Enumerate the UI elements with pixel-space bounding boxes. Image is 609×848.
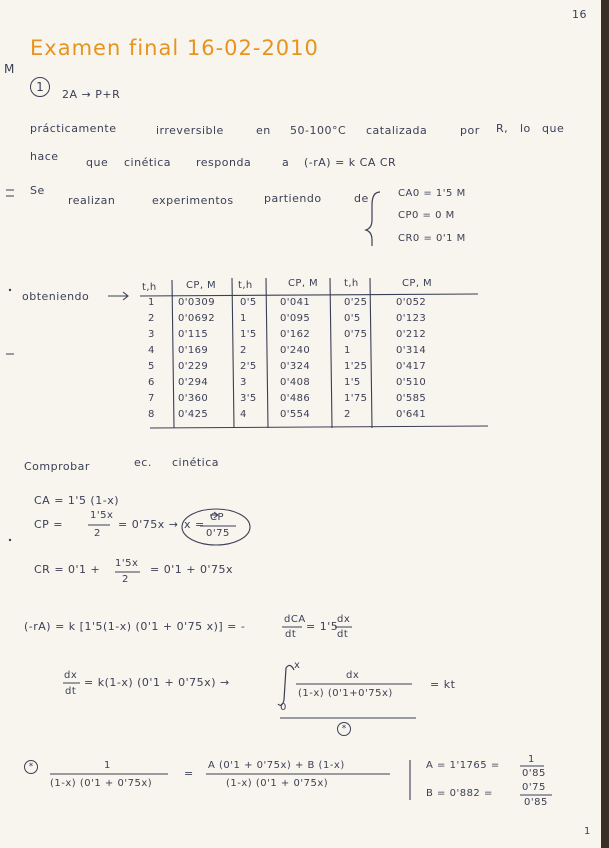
eq-b-left: B = 0'882 =: [426, 788, 493, 799]
table-cell: 0'052: [396, 297, 427, 308]
table-cell: 2'5: [240, 361, 257, 372]
eq-int-den: (1-x) (0'1+0'75x): [298, 688, 393, 699]
eq-x-left: x =: [184, 518, 205, 531]
table-cell: 6: [148, 377, 155, 388]
page-number: 16: [572, 8, 587, 21]
table-cell: 0'169: [178, 345, 209, 356]
eq-de-mid: = k(1-x) (0'1 + 0'75x) →: [84, 676, 230, 689]
eq-int-right: = kt: [430, 678, 456, 691]
table-cell: 4: [240, 409, 247, 420]
table-header: t,h: [344, 278, 359, 289]
table-cell: 0'510: [396, 377, 427, 388]
table-cell: 0'162: [280, 329, 311, 340]
line3-word: realizan: [68, 194, 116, 207]
problem-number: 1: [30, 77, 50, 97]
table-header: t,h: [238, 280, 253, 291]
eq-de-num: dx: [64, 670, 78, 681]
circled-mark: *: [337, 722, 351, 736]
line1-word: que: [542, 122, 565, 135]
table-cell: 0'294: [178, 377, 209, 388]
table-cell: 7: [148, 393, 155, 404]
eq-cr-left: CR = 0'1 +: [34, 563, 101, 576]
table-cell: 0'041: [280, 297, 311, 308]
bottom-mark: 1: [584, 826, 591, 837]
line3-word: experimentos: [152, 194, 234, 207]
table-cell: 0'229: [178, 361, 209, 372]
table-cell: 0'324: [280, 361, 311, 372]
table-cell: 1: [240, 313, 247, 324]
eq-int-num: dx: [346, 670, 360, 681]
table-cell: 0'25: [344, 297, 368, 308]
eq-cp-left: CP =: [34, 518, 64, 531]
table-cell: 1'5: [344, 377, 361, 388]
line2-word: cinética: [124, 156, 172, 169]
table-header: CP, M: [402, 278, 432, 289]
eq-a-den: 0'85: [522, 768, 546, 779]
line1-word: lo: [520, 122, 531, 135]
line1-word: en: [256, 124, 271, 137]
line2-word: a: [282, 156, 290, 169]
obtaining-label: obteniendo: [22, 290, 90, 303]
table-cell: 0'5: [344, 313, 361, 324]
eq-cr-right: = 0'1 + 0'75x: [150, 563, 233, 576]
table-cell: 3'5: [240, 393, 257, 404]
table-header: CP, M: [186, 280, 216, 291]
table-cell: 1'75: [344, 393, 368, 404]
table-cell: 2: [148, 313, 155, 324]
table-cell: 2: [344, 409, 351, 420]
table-cell: 0'486: [280, 393, 311, 404]
eq-a-left: A = 1'1765 =: [426, 760, 500, 771]
table-cell: 0'115: [178, 329, 209, 340]
initial-conc: CR0 = 0'1 M: [398, 233, 466, 244]
eq-x-den: 0'75: [206, 528, 230, 539]
eq-cr-den: 2: [122, 574, 129, 585]
eq-int-upper: x: [294, 660, 301, 671]
table-cell: 0'417: [396, 361, 427, 372]
table-cell: 0'0309: [178, 297, 215, 308]
table-header: CP, M: [288, 278, 318, 289]
table-cell: 0'641: [396, 409, 427, 420]
initial-conc: CP0 = 0 M: [398, 210, 455, 221]
circled-mark-2: *: [24, 760, 38, 774]
table-cell: 0'314: [396, 345, 427, 356]
table-cell: 1: [344, 345, 351, 356]
reaction: 2A → P+R: [62, 88, 121, 101]
eq-ca: CA = 1'5 (1-x): [34, 494, 119, 507]
table-cell: 1'5: [240, 329, 257, 340]
table-cell: 0'585: [396, 393, 427, 404]
line3-word: partiendo: [264, 192, 322, 205]
line1-word: R,: [496, 122, 509, 135]
eq-cr-num: 1'5x: [115, 558, 139, 569]
line2-word: responda: [196, 156, 252, 169]
eq-b-den: 0'85: [524, 797, 548, 808]
table-cell: 1'25: [344, 361, 368, 372]
table-header: t,h: [142, 282, 157, 293]
table-cell: 0'75: [344, 329, 368, 340]
table-cell: 0'360: [178, 393, 209, 404]
eq-rate-den1: dt: [285, 629, 297, 640]
margin-mark: M: [4, 62, 15, 76]
table-cell: 8: [148, 409, 155, 420]
eq-pf-num: 1: [104, 760, 111, 771]
table-cell: 2: [240, 345, 247, 356]
line2-word: hace: [30, 150, 59, 163]
line3-word: Se: [30, 184, 45, 197]
check-word: ec.: [134, 456, 152, 469]
table-cell: 3: [240, 377, 247, 388]
table-cell: 0'212: [396, 329, 427, 340]
eq-pf-rden: (1-x) (0'1 + 0'75x): [226, 778, 329, 789]
eq-int-lower: 0: [280, 702, 287, 713]
table-cell: 0'095: [280, 313, 311, 324]
rate-law: (-rA) = k CA CR: [304, 156, 397, 169]
table-cell: 4: [148, 345, 155, 356]
table-cell: 0'425: [178, 409, 209, 420]
eq-de-den: dt: [65, 686, 77, 697]
eq-rate-den2: dt: [337, 629, 349, 640]
eq-pf-den: (1-x) (0'1 + 0'75x): [50, 778, 153, 789]
check-word: Comprobar: [24, 460, 90, 473]
table-cell: 5: [148, 361, 155, 372]
eq-x-num: CP: [210, 512, 225, 523]
eq-rate-num1: dCA: [284, 614, 306, 625]
initial-conc: CA0 = 1'5 M: [398, 188, 466, 199]
table-cell: 0'5: [240, 297, 257, 308]
eq-rate: (-rA) = k [1'5(1-x) (0'1 + 0'75 x)] = -: [24, 620, 246, 633]
line1-word: irreversible: [156, 124, 224, 137]
table-cell: 0'408: [280, 377, 311, 388]
table-cell: 3: [148, 329, 155, 340]
eq-rate-mid: = 1'5: [306, 620, 339, 633]
line1-word: por: [460, 124, 480, 137]
line3-word: de: [354, 192, 369, 205]
eq-rate-num2: dx: [337, 614, 351, 625]
page-title: Examen final 16-02-2010: [30, 36, 319, 60]
eq-cp-mid: = 0'75x →: [118, 518, 179, 531]
eq-pf-rnum: A (0'1 + 0'75x) + B (1-x): [208, 760, 345, 771]
eq-cp-den: 2: [94, 528, 101, 539]
table-cell: 1: [148, 297, 155, 308]
eq-pf-eq: =: [184, 767, 194, 780]
table-cell: 0'240: [280, 345, 311, 356]
line1-word: 50-100°C: [290, 124, 347, 137]
check-word: cinética: [172, 456, 220, 469]
line1-word: catalizada: [366, 124, 428, 137]
table-cell: 0'0692: [178, 313, 215, 324]
line1-word: prácticamente: [30, 122, 117, 135]
table-cell: 0'123: [396, 313, 427, 324]
eq-a-num: 1: [528, 754, 535, 765]
line2-word: que: [86, 156, 109, 169]
eq-b-num: 0'75: [522, 782, 546, 793]
eq-cp-num: 1'5x: [90, 510, 114, 521]
table-cell: 0'554: [280, 409, 311, 420]
